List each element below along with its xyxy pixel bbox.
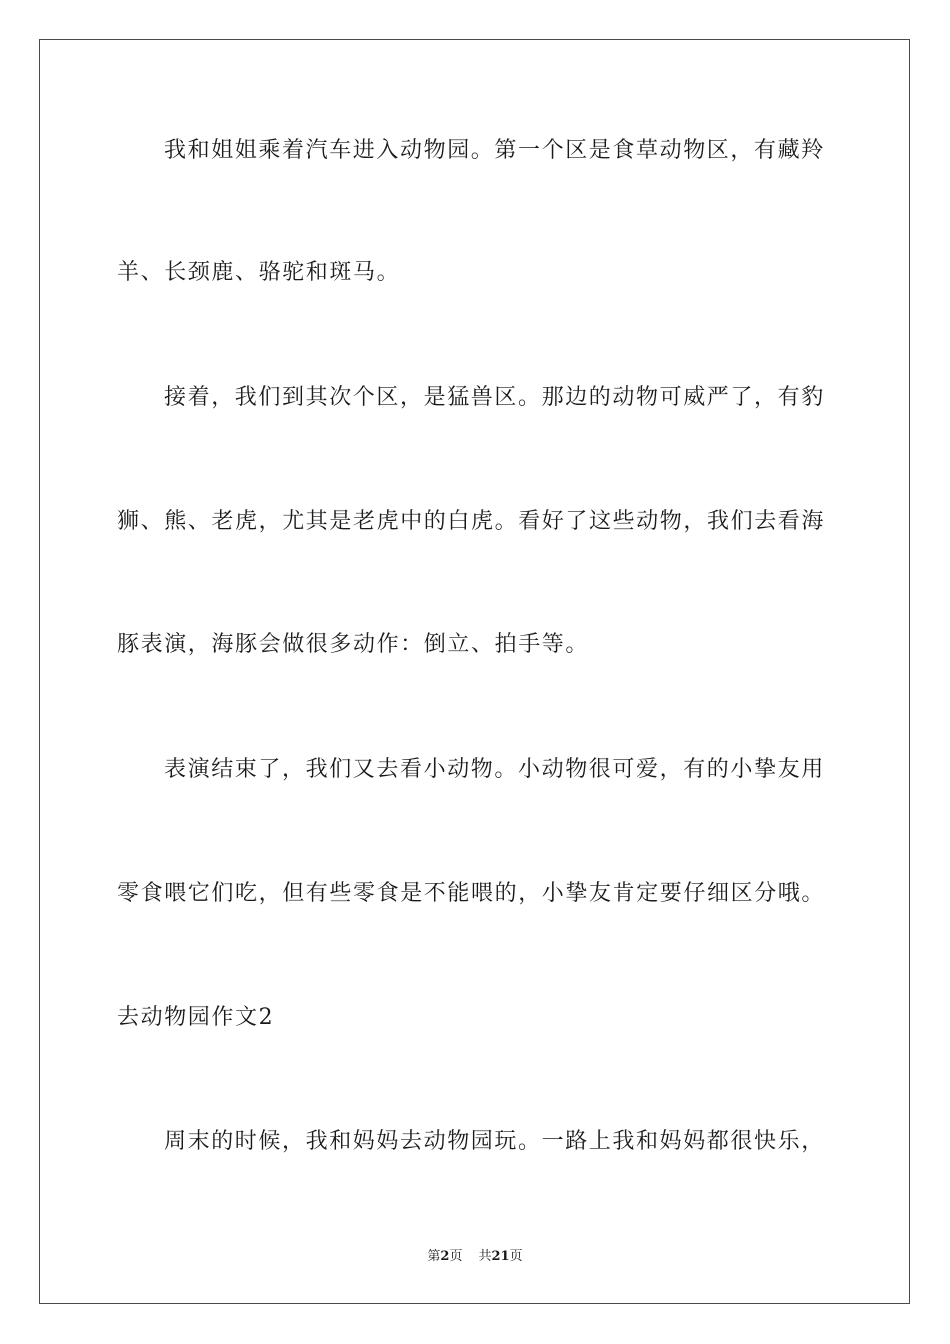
paragraph-1-line-1: 我和姐姐乘着汽车进入动物园。第一个区是食草动物区，有藏羚 bbox=[164, 138, 825, 163]
total-suffix: 页 bbox=[509, 1249, 523, 1264]
page-footer bbox=[0, 1248, 950, 1266]
paragraph-2-line-3: 豚表演，海豚会做很多动作：倒立、拍手等。 bbox=[117, 632, 590, 657]
page-suffix: 页 bbox=[449, 1249, 463, 1264]
page-prefix: 第 bbox=[427, 1249, 441, 1264]
page-number: 2 bbox=[440, 1249, 450, 1264]
page-border bbox=[39, 39, 910, 1304]
total-prefix: 共 bbox=[478, 1249, 492, 1264]
paragraph-1-line-2: 羊、长颈鹿、骆驼和斑马。 bbox=[117, 260, 401, 285]
paragraph-4-line-1: 周末的时候，我和妈妈去动物园玩。一路上我和妈妈都很快乐， bbox=[164, 1129, 825, 1154]
total-pages: 21 bbox=[491, 1249, 510, 1264]
paragraph-2-line-2: 狮、熊、老虎，尤其是老虎中的白虎。看好了这些动物，我们去看海 bbox=[117, 509, 826, 534]
essay-heading: 去动物园作文2 bbox=[117, 1005, 275, 1030]
paragraph-2-line-1: 接着，我们到其次个区，是猛兽区。那边的动物可威严了，有豹 bbox=[164, 385, 825, 410]
paragraph-3-line-1: 表演结束了，我们又去看小动物。小动物很可爱，有的小挚友用 bbox=[164, 757, 825, 782]
paragraph-3-line-2: 零食喂它们吃，但有些零食是不能喂的，小挚友肯定要仔细区分哦。 bbox=[117, 881, 826, 906]
